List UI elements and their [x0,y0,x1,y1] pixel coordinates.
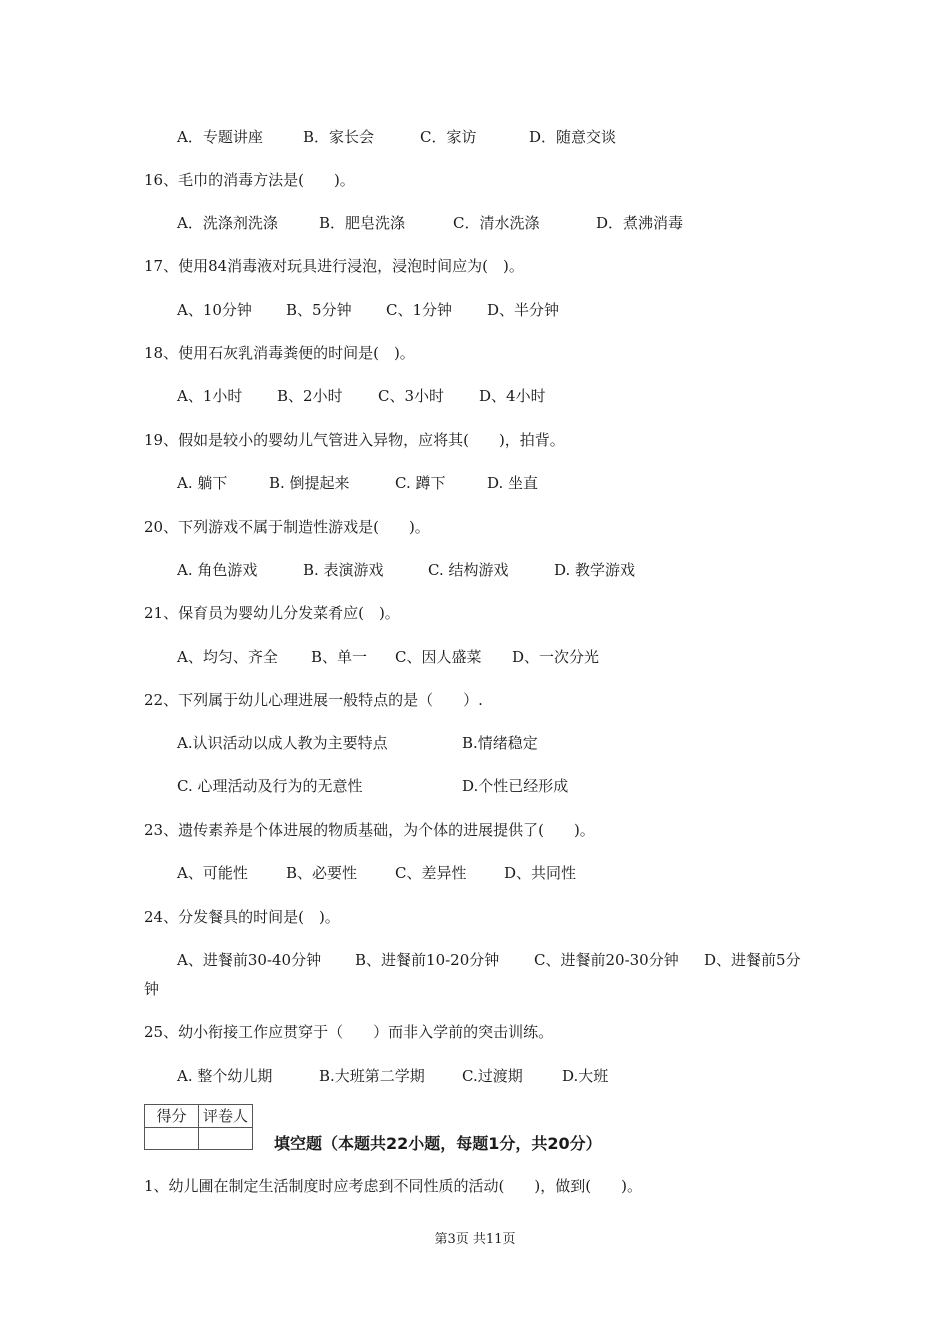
q23-stem: 23、遗传素养是个体进展的物质基础，为个体的进展提供了( )。 [144,821,595,839]
fill-question-1: 1、幼儿圃在制定生活制度时应考虑到不同性质的活动( )，做到( )。 [144,1177,642,1195]
q17-option-c: C、1分钟 [386,301,453,319]
score-table [144,1104,253,1150]
q22-option-d: D.个性已经形成 [462,777,569,795]
q18-option-d: D、4小时 [479,387,546,405]
q21-stem: 21、保育员为婴幼儿分发菜肴应( )。 [144,604,400,622]
reviewer-label: 评卷人 [199,1105,253,1128]
q21-option-c: C、因人盛菜 [395,648,482,666]
q20-option-b: B. 表演游戏 [303,561,384,579]
page-footer: 第3页 共11页 [434,1232,516,1247]
score-field[interactable] [145,1127,199,1150]
q16-option-c: C．清水洗涤 [453,214,540,232]
q24-stem: 24、分发餐具的时间是( )。 [144,908,340,926]
q19-option-d: D. 坐直 [487,474,539,492]
q24-option-c: C、进餐前20-30分钟 [534,951,679,969]
q22-option-b: B.情绪稳定 [462,734,538,752]
q17-option-b: B、5分钟 [286,301,352,319]
q23-option-b: B、必要性 [286,864,358,882]
q18-option-b: B、2小时 [277,387,343,405]
q24-option-d-wrap: 钟 [144,980,160,998]
q24-option-a: A、进餐前30-40分钟 [177,951,322,969]
q24-option-d: D、进餐前5分 [704,951,801,969]
section-title: 填空题（本题共22小题，每题1分，共20分） [274,1134,602,1153]
q19-option-a: A. 躺下 [177,474,228,492]
q19-option-b: B. 倒提起来 [269,474,350,492]
q21-option-b: B、单一 [311,648,368,666]
q22-option-c: C. 心理活动及行为的无意性 [177,777,363,795]
q24-option-b: B、进餐前10-20分钟 [355,951,500,969]
q25-stem: 25、幼小衔接工作应贯穿于（ ）而非入学前的突击训练。 [144,1023,554,1041]
q18-option-a: A、1小时 [177,387,243,405]
q20-option-a: A. 角色游戏 [177,561,258,579]
q20-stem: 20、下列游戏不属于制造性游戏是( )。 [144,518,430,536]
q25-option-a: A. 整个幼儿期 [177,1067,273,1085]
q17-option-a: A、10分钟 [177,301,252,319]
q20-option-c: C. 结构游戏 [428,561,509,579]
q23-option-c: C、差异性 [395,864,467,882]
q23-option-a: A、可能性 [177,864,248,882]
q18-stem: 18、使用石灰乳消毒粪便的时间是( )。 [144,344,415,362]
q25-option-c: C.过渡期 [462,1067,523,1085]
q17-stem: 17、使用84消毒液对玩具进行浸泡，浸泡时间应为( )。 [144,257,524,275]
q22-stem: 22、下列属于幼儿心理进展一般特点的是（ ）. [144,691,483,709]
q19-stem: 19、假如是较小的婴幼儿气管进入异物，应将其( )，拍背。 [144,431,565,449]
q16-option-a: A．洗涤剂洗涤 [177,214,278,232]
q18-option-c: C、3小时 [378,387,445,405]
q16-option-b: B．肥皂洗涤 [319,214,406,232]
q21-option-d: D、一次分光 [512,648,600,666]
q16-stem: 16、毛巾的消毒方法是( )。 [144,171,355,189]
q15-option-c: C．家访 [420,128,477,146]
q19-option-c: C. 蹲下 [395,474,446,492]
q25-option-d: D.大班 [562,1067,609,1085]
q15-option-d: D．随意交谈 [529,128,617,146]
q17-option-d: D、半分钟 [487,301,560,319]
q20-option-d: D. 教学游戏 [554,561,636,579]
reviewer-field[interactable] [199,1127,253,1150]
score-label: 得分 [145,1105,199,1128]
q15-option-b: B．家长会 [303,128,375,146]
q16-option-d: D．煮沸消毒 [596,214,684,232]
q25-option-b: B.大班第二学期 [319,1067,425,1085]
q22-option-a: A.认识活动以成人教为主要特点 [177,734,388,752]
q21-option-a: A、均匀、齐全 [177,648,278,666]
q15-option-a: A．专题讲座 [177,128,263,146]
q23-option-d: D、共同性 [504,864,577,882]
